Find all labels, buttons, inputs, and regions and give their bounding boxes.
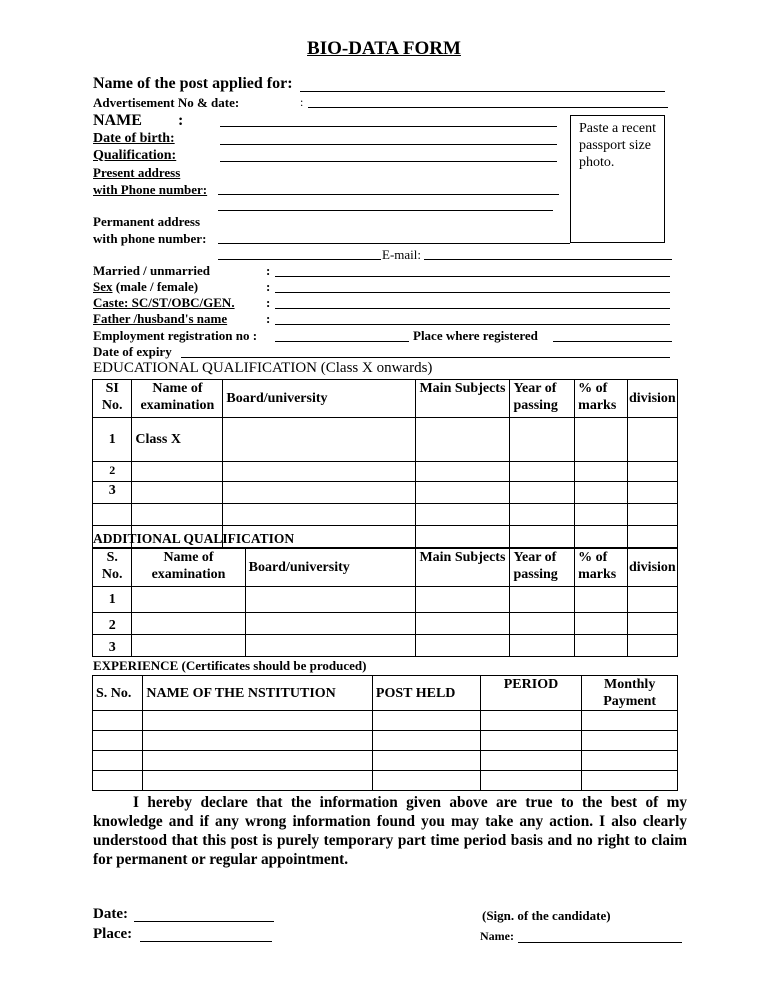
edu-cell[interactable] <box>575 462 628 482</box>
date-expiry-line[interactable] <box>181 357 670 358</box>
present-address-phone-label: with Phone number: <box>93 182 208 197</box>
edu-col-board: Board/university <box>223 380 416 418</box>
employment-reg-label: Employment registration no : <box>93 328 258 343</box>
experience-heading: EXPERIENCE (Certificates should be produced) <box>93 658 367 673</box>
add-cell[interactable] <box>575 635 628 657</box>
father-husband-label: Father /husband's name <box>93 311 228 326</box>
dob-label: Date of birth: <box>93 131 175 146</box>
add-cell[interactable] <box>132 613 245 635</box>
add-row-2-sno: 2 <box>93 613 132 635</box>
sex-line[interactable] <box>275 292 670 293</box>
edu-cell[interactable] <box>93 504 132 526</box>
email-label: E-mail: <box>382 247 421 262</box>
edu-col-exam: Name of examination <box>132 380 223 418</box>
edu-cell[interactable] <box>223 482 416 504</box>
employment-reg-line[interactable] <box>275 341 409 342</box>
father-husband-line[interactable] <box>275 324 670 325</box>
marital-status-colon: : <box>266 263 271 278</box>
exp-col-institution: NAME OF THE NSTITUTION <box>143 676 373 711</box>
edu-heading: EDUCATIONAL QUALIFICATION (Class X onwards) <box>93 360 433 376</box>
qualification-label: Qualification: <box>93 148 177 163</box>
qualification-line[interactable] <box>220 161 557 162</box>
table-row <box>93 482 678 504</box>
edu-col-subjects: Main Subjects <box>416 380 510 418</box>
edu-cell[interactable] <box>416 418 510 462</box>
exp-cell[interactable] <box>143 771 373 791</box>
place-registered-label: Place where registered <box>413 328 538 343</box>
present-address-label: Present address <box>93 165 181 180</box>
add-cell[interactable] <box>510 635 575 657</box>
add-row-3-sno: 3 <box>93 635 132 657</box>
edu-row-1-sino: 1 <box>93 418 132 462</box>
add-col-sno: S. No. <box>93 549 132 587</box>
table-row <box>93 711 678 731</box>
edu-cell[interactable] <box>510 418 575 462</box>
edu-cell[interactable] <box>510 504 575 526</box>
table-row <box>93 771 678 791</box>
name-colon: : <box>178 112 184 129</box>
footer-date-label: Date: <box>93 906 128 922</box>
add-cell[interactable] <box>510 613 575 635</box>
exp-cell[interactable] <box>93 731 143 751</box>
exp-col-sno: S. No. <box>93 676 143 711</box>
table-row <box>93 731 678 751</box>
edu-cell[interactable] <box>132 482 223 504</box>
exp-cell[interactable] <box>93 751 143 771</box>
edu-cell[interactable] <box>416 462 510 482</box>
exp-cell[interactable] <box>480 771 582 791</box>
edu-cell[interactable] <box>510 482 575 504</box>
dob-line[interactable] <box>220 144 557 145</box>
add-col-subjects: Main Subjects <box>416 549 510 587</box>
edu-row-2-sino: 2 <box>93 462 132 482</box>
name-line[interactable] <box>220 126 557 127</box>
father-husband-colon: : <box>266 311 271 326</box>
sex-label-text: Sex <box>93 279 113 294</box>
edu-cell[interactable] <box>627 418 677 462</box>
edu-row-3-sino: 3 <box>93 482 132 504</box>
edu-cell[interactable] <box>575 482 628 504</box>
advertisement-colon: : <box>300 95 304 109</box>
edu-cell[interactable] <box>627 462 677 482</box>
table-row <box>93 504 678 526</box>
add-cell[interactable] <box>575 613 628 635</box>
edu-cell[interactable] <box>223 462 416 482</box>
add-cell[interactable] <box>245 587 416 613</box>
advertisement-label: Advertisement No & date: <box>93 95 240 110</box>
footer-date-line[interactable] <box>134 921 274 922</box>
edu-cell[interactable] <box>510 526 575 548</box>
edu-cell[interactable] <box>627 526 677 548</box>
post-applied-line[interactable] <box>300 91 665 92</box>
edu-cell[interactable] <box>575 504 628 526</box>
footer-place-line[interactable] <box>140 941 272 942</box>
sex-label-suffix: (male / female) <box>112 279 199 294</box>
add-cell[interactable] <box>510 587 575 613</box>
edu-col-division: division <box>627 380 677 418</box>
add-col-exam: Name of examination <box>132 549 245 587</box>
table-row <box>93 751 678 771</box>
table-row <box>93 418 678 462</box>
table-row <box>93 462 678 482</box>
edu-cell[interactable] <box>223 504 416 526</box>
edu-cell[interactable] <box>627 504 677 526</box>
footer-name-line[interactable] <box>518 942 682 943</box>
exp-col-payment: Monthly Payment <box>582 676 678 711</box>
sex-colon: : <box>266 279 271 294</box>
edu-cell[interactable] <box>627 482 677 504</box>
add-cell[interactable] <box>416 613 510 635</box>
add-cell[interactable] <box>245 635 416 657</box>
add-cell[interactable] <box>627 635 677 657</box>
education-table <box>92 379 678 548</box>
exp-cell[interactable] <box>480 711 582 731</box>
edu-cell[interactable] <box>416 526 510 548</box>
add-cell[interactable] <box>575 587 628 613</box>
edu-cell[interactable] <box>223 418 416 462</box>
additional-heading: ADDITIONAL QUALIFICATION <box>93 531 295 546</box>
caste-colon: : <box>266 295 271 310</box>
footer-name-label: Name: <box>480 929 514 943</box>
sex-label <box>93 279 198 295</box>
present-address-line-2[interactable] <box>218 210 553 211</box>
exp-cell[interactable] <box>582 711 678 731</box>
exp-cell[interactable] <box>143 711 373 731</box>
edu-col-marks: % of marks <box>575 380 628 418</box>
add-cell[interactable] <box>627 613 677 635</box>
exp-cell[interactable] <box>372 771 480 791</box>
marital-status-label: Married / unmarried <box>93 263 210 278</box>
permanent-address-label: Permanent address <box>93 214 201 229</box>
add-col-year: Year of passing <box>510 549 575 587</box>
edu-cell[interactable] <box>510 462 575 482</box>
edu-cell[interactable] <box>416 482 510 504</box>
exp-cell[interactable] <box>582 751 678 771</box>
exp-col-post: POST HELD <box>372 676 480 711</box>
exp-cell[interactable] <box>480 751 582 771</box>
exp-cell[interactable] <box>582 731 678 751</box>
add-col-division: division <box>627 549 677 587</box>
table-row <box>93 613 678 635</box>
edu-cell[interactable] <box>575 418 628 462</box>
passport-photo-box: Paste a recent passport size photo. <box>570 115 665 243</box>
page-title: BIO-DATA FORM <box>307 38 461 59</box>
caste-label: Caste: SC/ST/OBC/GEN. <box>93 295 235 310</box>
date-expiry-label: Date of expiry <box>93 344 172 359</box>
advertisement-line[interactable] <box>308 107 668 108</box>
exp-cell[interactable] <box>143 731 373 751</box>
present-address-line-1[interactable] <box>218 194 559 195</box>
email-line[interactable] <box>424 259 672 260</box>
additional-table <box>92 548 678 657</box>
exp-cell[interactable] <box>143 751 373 771</box>
table-row <box>93 635 678 657</box>
edu-col-sino: SI No. <box>93 380 132 418</box>
add-col-board: Board/university <box>245 549 416 587</box>
footer-place-label: Place: <box>93 926 133 942</box>
exp-col-period: PERIOD <box>480 676 582 711</box>
edu-cell[interactable] <box>132 504 223 526</box>
edu-col-year: Year of passing <box>510 380 575 418</box>
post-applied-label: Name of the post applied for: <box>93 75 293 92</box>
exp-cell[interactable] <box>93 771 143 791</box>
add-row-1-sno: 1 <box>93 587 132 613</box>
name-label: NAME <box>93 112 142 129</box>
add-cell[interactable] <box>416 635 510 657</box>
marital-status-line[interactable] <box>275 276 670 277</box>
exp-cell[interactable] <box>582 771 678 791</box>
permanent-address-phone-label: with phone number: <box>93 231 207 246</box>
add-cell[interactable] <box>132 587 245 613</box>
edu-cell[interactable] <box>416 504 510 526</box>
exp-cell[interactable] <box>93 711 143 731</box>
place-registered-line[interactable] <box>553 341 672 342</box>
edu-row-1-exam: Class X <box>132 418 223 462</box>
add-cell[interactable] <box>416 587 510 613</box>
exp-cell[interactable] <box>480 731 582 751</box>
table-row <box>93 587 678 613</box>
add-col-marks: % of marks <box>575 549 628 587</box>
declaration-text: I hereby declare that the information given above are true to the best of my knowledge and if any wrong information found you may take any action. I also clearly understood that this post is purely temporary part time period basis and no right to claim for permanent or regular appointment. <box>93 794 687 868</box>
caste-line[interactable] <box>275 308 670 309</box>
edu-cell[interactable] <box>132 462 223 482</box>
add-cell[interactable] <box>245 613 416 635</box>
exp-cell[interactable] <box>372 751 480 771</box>
permanent-address-line-2[interactable] <box>218 259 381 260</box>
edu-cell[interactable] <box>575 526 628 548</box>
exp-cell[interactable] <box>372 731 480 751</box>
experience-table <box>92 675 678 791</box>
signature-label: (Sign. of the candidate) <box>482 908 611 923</box>
add-cell[interactable] <box>627 587 677 613</box>
exp-cell[interactable] <box>372 711 480 731</box>
permanent-address-line-1[interactable] <box>218 243 570 244</box>
add-cell[interactable] <box>132 635 245 657</box>
